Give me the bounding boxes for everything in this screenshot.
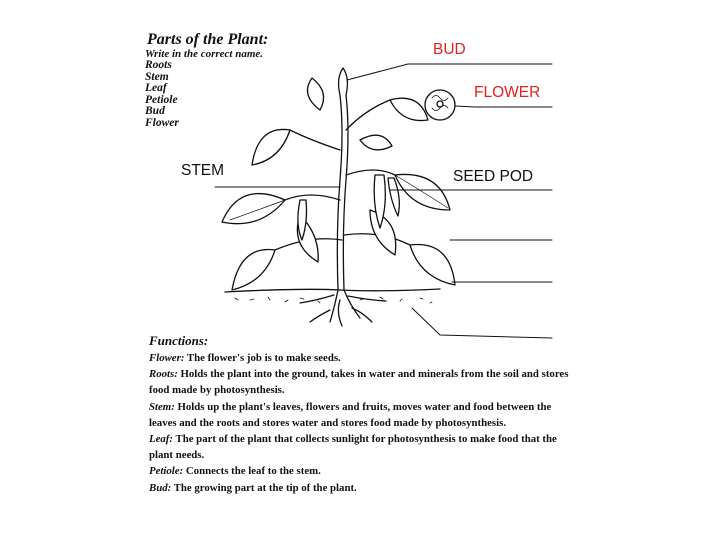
function-term: Flower: [149,352,185,364]
function-item-bud [149,480,569,496]
word-bank-item: Bud [145,105,165,117]
label-seed-pod: SEED POD [453,168,534,185]
function-term: Leaf: [149,433,173,446]
bud-drawing [339,68,348,95]
function-term: Stem: [149,400,175,413]
worksheet-title: Parts of the Plant: [147,31,269,48]
function-text: The flower's job is to make seeds. [184,352,341,364]
function-item-stem [149,399,569,431]
soil-line [225,289,440,292]
word-bank-item: Stem [145,70,169,83]
function-term: Petiole: [149,465,184,478]
function-text: Connects the leaf to the stem. [183,465,321,478]
functions-heading: Functions: [149,333,209,348]
label-flower: FLOWER [474,84,541,101]
functions-list [149,350,569,496]
roots [300,290,386,326]
function-term: Bud: [149,481,172,494]
flower-drawing [425,90,455,120]
function-item-flower [149,350,569,366]
leaves [222,78,455,290]
function-item-leaf [149,431,569,463]
word-bank-item: Petiole [145,93,178,106]
label-bud: BUD [433,41,466,58]
function-item-roots [149,366,569,398]
word-bank-item: Flower [145,116,179,129]
function-item-petiole [149,463,569,479]
worksheet-instructions: Write in the correct name. [145,48,264,60]
word-bank-item: Roots [145,59,172,71]
label-stem: STEM [181,162,225,179]
function-text: Holds up the plant's leaves, flowers and fruits, moves water and food between the leaves and the roots and stores water and stores food made by photosynthesis. [149,400,552,429]
soil-texture [235,297,432,303]
function-text: The growing part at the tip of the plant. [171,481,357,494]
function-text: The part of the plant that collects sunlight for photosynthesis to make food that the plant needs. [149,433,557,462]
word-bank-item: Leaf [145,82,167,94]
function-term: Roots: [149,368,178,381]
function-text: Holds the plant into the ground, takes in water and minerals from the soil and stores food made by photosynthesis. [149,368,569,397]
